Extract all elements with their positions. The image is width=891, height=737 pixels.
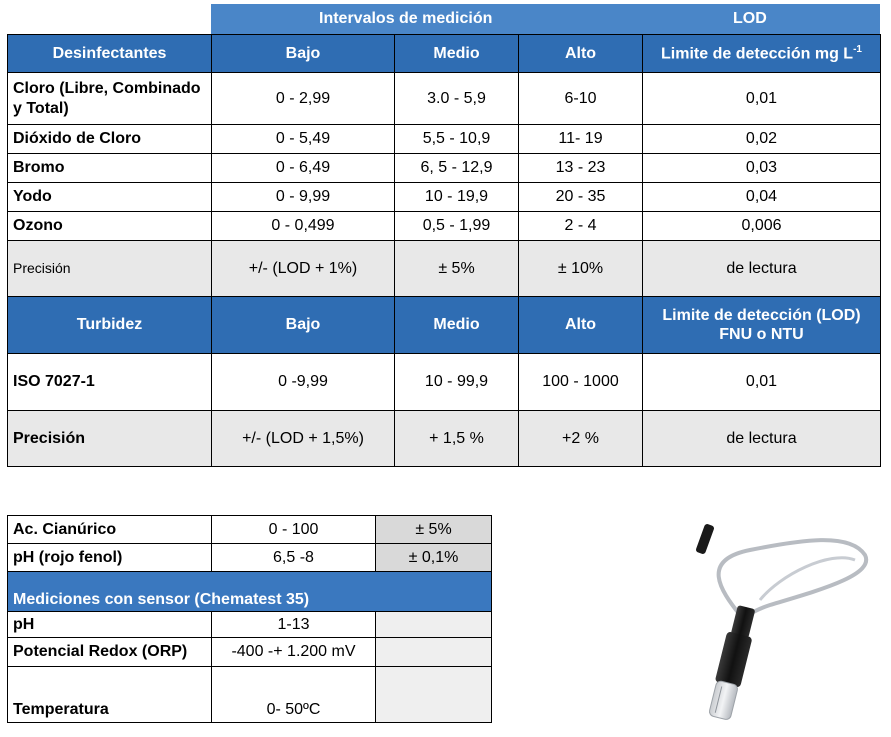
row-medio: 5,5 - 10,9	[395, 125, 519, 154]
row-bajo: 0 - 2,99	[212, 73, 395, 125]
sensor-name: pH	[8, 612, 212, 638]
row-alto: 11- 19	[519, 125, 643, 154]
extras-name: Ac. Cianúrico	[8, 516, 212, 544]
turbidity-precision-bajo: +/- (LOD + 1,5%)	[212, 411, 395, 467]
intervals-title: Intervalos de medición	[319, 10, 493, 27]
row-medio: 3.0 - 5,9	[395, 73, 519, 125]
row-name: Bromo	[8, 154, 212, 183]
table-row	[8, 154, 881, 183]
probe-connector	[695, 523, 715, 555]
row-medio: 6, 5 - 12,9	[395, 154, 519, 183]
disinfectants-table	[7, 34, 881, 467]
sensor-range: -400 -+ 1.200 mV	[212, 638, 376, 667]
iso-label: ISO 7027-1	[8, 354, 212, 411]
table-row	[8, 638, 492, 667]
row-bajo: 0 - 0,499	[212, 212, 395, 241]
intervals-header-band	[211, 4, 880, 34]
table-row	[8, 667, 492, 723]
sensor-name: Temperatura	[8, 667, 212, 723]
precision-row	[8, 241, 881, 297]
row-name: Ozono	[8, 212, 212, 241]
row-medio: 10 - 19,9	[395, 183, 519, 212]
header-medio: Medio	[395, 35, 519, 73]
row-bajo: 0 - 6,49	[212, 154, 395, 183]
extras-precision: ± 0,1%	[376, 544, 492, 572]
row-bajo: 0 - 5,49	[212, 125, 395, 154]
extras-range: 6,5 -8	[212, 544, 376, 572]
table-row	[8, 516, 492, 544]
precision-lod: de lectura	[643, 241, 881, 297]
header-lod-label: Limite de detección mg L	[661, 45, 854, 63]
table-row	[8, 612, 492, 638]
sensor-empty-cell	[376, 638, 492, 667]
turbidity-header-row	[8, 297, 881, 354]
extras-table	[7, 515, 492, 723]
row-alto: 6-10	[519, 73, 643, 125]
header-lod-unit: FNU o NTU	[719, 326, 804, 343]
precision-label: Precisión	[8, 241, 212, 297]
precision-alto: ± 10%	[519, 241, 643, 297]
row-alto: 20 - 35	[519, 183, 643, 212]
precision-bajo: +/- (LOD + 1%)	[212, 241, 395, 297]
table-row	[8, 212, 881, 241]
row-name: Yodo	[8, 183, 212, 212]
table-row	[8, 183, 881, 212]
extras-range: 0 - 100	[212, 516, 376, 544]
sensor-range: 1-13	[212, 612, 376, 638]
row-bajo: 0 - 9,99	[212, 183, 395, 212]
sensor-empty-cell	[376, 667, 492, 723]
iso-bajo: 0 -9,99	[212, 354, 395, 411]
sensor-range: 0- 50ºC	[212, 667, 376, 723]
header-turbidez: Turbidez	[8, 297, 212, 354]
turbidity-precision-row	[8, 411, 881, 467]
row-alto: 13 - 23	[519, 154, 643, 183]
table-row	[8, 73, 881, 125]
header-bajo: Bajo	[212, 297, 395, 354]
iso-medio: 10 - 99,9	[395, 354, 519, 411]
sensor-header-row	[8, 572, 492, 612]
header-desinfectantes: Desinfectantes	[8, 35, 212, 73]
probe-body	[707, 604, 760, 721]
header-alto: Alto	[519, 35, 643, 73]
row-lod: 0,04	[643, 183, 881, 212]
row-name: Cloro (Libre, Combinado y Total)	[8, 73, 212, 125]
row-lod: 0,03	[643, 154, 881, 183]
header-lod-exponent: -1	[853, 43, 862, 55]
lod-title: LOD	[733, 10, 767, 27]
sensor-name: Potencial Redox (ORP)	[8, 638, 212, 667]
extras-precision: ± 5%	[376, 516, 492, 544]
header-lod-label: Limite de detección (LOD)	[662, 306, 861, 324]
header-medio: Medio	[395, 297, 519, 354]
sensor-probe-image	[660, 520, 880, 730]
table-row	[8, 544, 492, 572]
precision-medio: ± 5%	[395, 241, 519, 297]
header-alto: Alto	[519, 297, 643, 354]
table-row	[8, 125, 881, 154]
iso-lod: 0,01	[643, 354, 881, 411]
turbidity-precision-medio: + 1,5 %	[395, 411, 519, 467]
header-lod	[643, 297, 881, 354]
row-lod: 0,02	[643, 125, 881, 154]
extras-name: pH (rojo fenol)	[8, 544, 212, 572]
header-bajo: Bajo	[212, 35, 395, 73]
turbidity-precision-alto: +2 %	[519, 411, 643, 467]
row-name: Dióxido de Cloro	[8, 125, 212, 154]
turbidity-precision-label: Precisión	[8, 411, 212, 467]
disinfectants-header-row	[8, 35, 881, 73]
row-lod: 0,01	[643, 73, 881, 125]
sensor-empty-cell	[376, 612, 492, 638]
row-alto: 2 - 4	[519, 212, 643, 241]
turbidity-precision-lod: de lectura	[643, 411, 881, 467]
row-lod: 0,006	[643, 212, 881, 241]
row-medio: 0,5 - 1,99	[395, 212, 519, 241]
header-lod	[643, 35, 881, 73]
iso-row	[8, 354, 881, 411]
sensor-title: Mediciones con sensor (Chematest 35)	[8, 572, 492, 612]
iso-alto: 100 - 1000	[519, 354, 643, 411]
